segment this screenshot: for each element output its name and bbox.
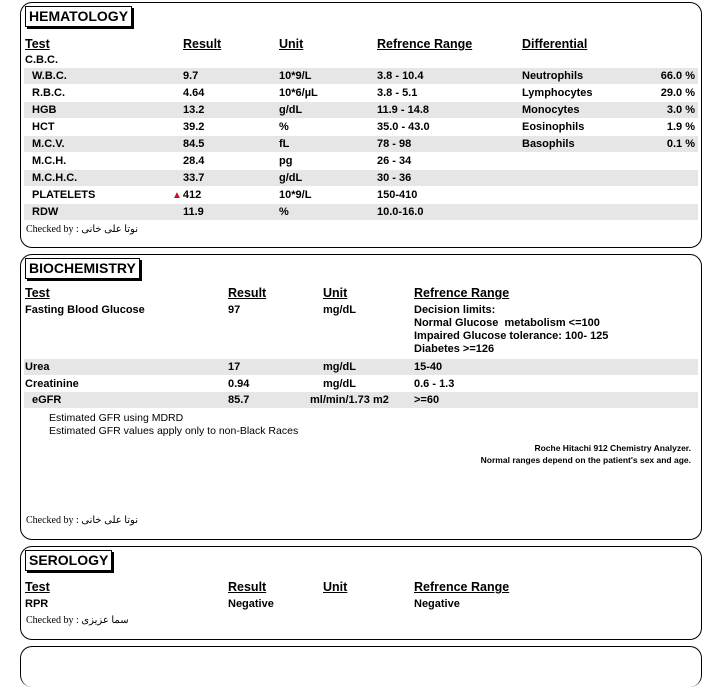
- row-band: [24, 204, 698, 220]
- diff-value: 29.0 %: [660, 87, 695, 99]
- row-band: [24, 68, 698, 84]
- header-unit: Unit: [323, 286, 348, 300]
- checked-by: Checked by : سما عزیزی: [26, 615, 129, 626]
- test-range: 30 - 36: [377, 172, 412, 184]
- diff-name: Basophils: [522, 138, 575, 150]
- test-range: 10.0-16.0: [377, 206, 424, 218]
- test-unit: g/dL: [279, 172, 303, 184]
- header-range: Refrence Range: [414, 286, 510, 300]
- diff-value: 66.0 %: [660, 70, 695, 82]
- diff-name: Lymphocytes: [522, 87, 593, 99]
- serology-title: SEROLOGY: [25, 550, 112, 571]
- header-result: Result: [183, 37, 222, 51]
- row-band: [24, 359, 698, 375]
- test-unit: 10*9/L: [279, 70, 312, 82]
- row-band: [24, 170, 698, 186]
- header-test: Test: [25, 37, 50, 51]
- test-name: HCT: [32, 121, 55, 133]
- test-range: 3.8 - 5.1: [377, 87, 418, 99]
- test-result: 4.64: [183, 87, 205, 99]
- test-name: R.B.C.: [32, 87, 65, 99]
- test-range: 78 - 98: [377, 138, 412, 150]
- range-line: Impaired Glucose tolerance: 100- 125: [414, 330, 609, 342]
- test-name: M.C.H.: [32, 155, 67, 167]
- test-result: 33.7: [183, 172, 205, 184]
- test-name: Creatinine: [25, 378, 79, 390]
- test-name: Urea: [25, 361, 50, 373]
- test-name: RPR: [25, 598, 49, 610]
- header-result: Result: [228, 580, 267, 594]
- header-range: Refrence Range: [377, 37, 473, 51]
- test-unit: g/dL: [279, 104, 303, 116]
- serology-panel: [20, 546, 702, 640]
- test-range: 15-40: [414, 361, 443, 373]
- cbc-label: C.B.C.: [25, 54, 58, 66]
- test-range: Negative: [414, 598, 460, 610]
- test-unit: fL: [279, 138, 290, 150]
- test-name: Fasting Blood Glucose: [25, 304, 145, 316]
- test-name: eGFR: [32, 394, 62, 406]
- row-band: [24, 136, 698, 152]
- test-result: 39.2: [183, 121, 205, 133]
- test-unit: mg/dL: [323, 304, 356, 316]
- test-name: RDW: [32, 206, 59, 218]
- test-name: M.C.H.C.: [32, 172, 78, 184]
- diff-value: 0.1 %: [666, 138, 695, 150]
- diff-name: Neutrophils: [522, 70, 584, 82]
- test-unit: ml/min/1.73 m2: [310, 394, 389, 406]
- test-result: 11.9: [183, 206, 204, 218]
- test-unit: 10*6/µL: [279, 87, 318, 99]
- header-differential: Differential: [522, 37, 588, 51]
- range-line: Diabetes >=126: [414, 343, 495, 355]
- egfr-note: Estimated GFR using MDRD: [49, 412, 184, 424]
- egfr-note: Estimated GFR values apply only to non-Black Races: [49, 425, 299, 437]
- test-result: 13.2: [183, 104, 205, 116]
- test-range: 0.6 - 1.3: [414, 378, 455, 390]
- test-result: Negative: [228, 598, 274, 610]
- test-unit: %: [279, 121, 289, 133]
- row-band: [24, 102, 698, 118]
- diff-value: 3.0 %: [666, 104, 695, 116]
- test-result: 85.7: [228, 394, 250, 406]
- test-range: 11.9 - 14.8: [377, 104, 429, 116]
- header-result: Result: [228, 286, 267, 300]
- test-range: 150-410: [377, 189, 418, 201]
- test-result: 28.4: [183, 155, 205, 167]
- diff-value: 1.9 %: [666, 121, 695, 133]
- test-unit: pg: [279, 155, 293, 167]
- test-result: 9.7: [183, 70, 199, 82]
- header-range: Refrence Range: [414, 580, 510, 594]
- hematology-title: HEMATOLOGY: [25, 6, 132, 27]
- test-range: 26 - 34: [377, 155, 412, 167]
- range-line: Decision limits:: [414, 304, 496, 316]
- test-name: PLATELETS: [32, 189, 96, 201]
- test-name: W.B.C.: [32, 70, 67, 82]
- biochemistry-panel: [20, 254, 702, 540]
- biochemistry-title: BIOCHEMISTRY: [25, 258, 140, 279]
- test-range: >=60: [414, 394, 440, 406]
- checked-by: Checked by : نوتا علی خانی: [26, 515, 139, 526]
- analyzer-name: Roche Hitachi 912 Chemistry Analyzer.: [534, 443, 691, 453]
- flagged-value: 412: [182, 189, 202, 201]
- test-unit: %: [279, 206, 289, 218]
- test-unit: 10*9/L: [279, 189, 312, 201]
- header-unit: Unit: [323, 580, 348, 594]
- analyzer-note: Normal ranges depend on the patient's sex and age.: [480, 455, 691, 465]
- diff-name: Eosinophils: [522, 121, 585, 133]
- test-result: 97: [228, 304, 241, 316]
- test-unit: mg/dL: [323, 378, 356, 390]
- checked-by: Checked by : نوتا علی خانی: [26, 224, 139, 235]
- test-unit: mg/dL: [323, 361, 356, 373]
- test-result-flagged: [172, 189, 201, 202]
- range-line: Normal Glucose metabolism <=100: [414, 317, 600, 329]
- test-name: M.C.V.: [32, 138, 65, 150]
- hematology-panel: [20, 2, 702, 248]
- header-test: Test: [25, 286, 50, 300]
- test-result: 0.94: [228, 378, 250, 390]
- test-range: 35.0 - 43.0: [377, 121, 430, 133]
- next-panel-edge: [20, 646, 702, 687]
- test-name: HGB: [32, 104, 57, 116]
- up-arrow-icon: ▲: [172, 190, 182, 201]
- diff-name: Monocytes: [522, 104, 580, 116]
- test-result: 17: [228, 361, 241, 373]
- header-test: Test: [25, 580, 50, 594]
- header-unit: Unit: [279, 37, 304, 51]
- test-result: 84.5: [183, 138, 205, 150]
- test-range: 3.8 - 10.4: [377, 70, 424, 82]
